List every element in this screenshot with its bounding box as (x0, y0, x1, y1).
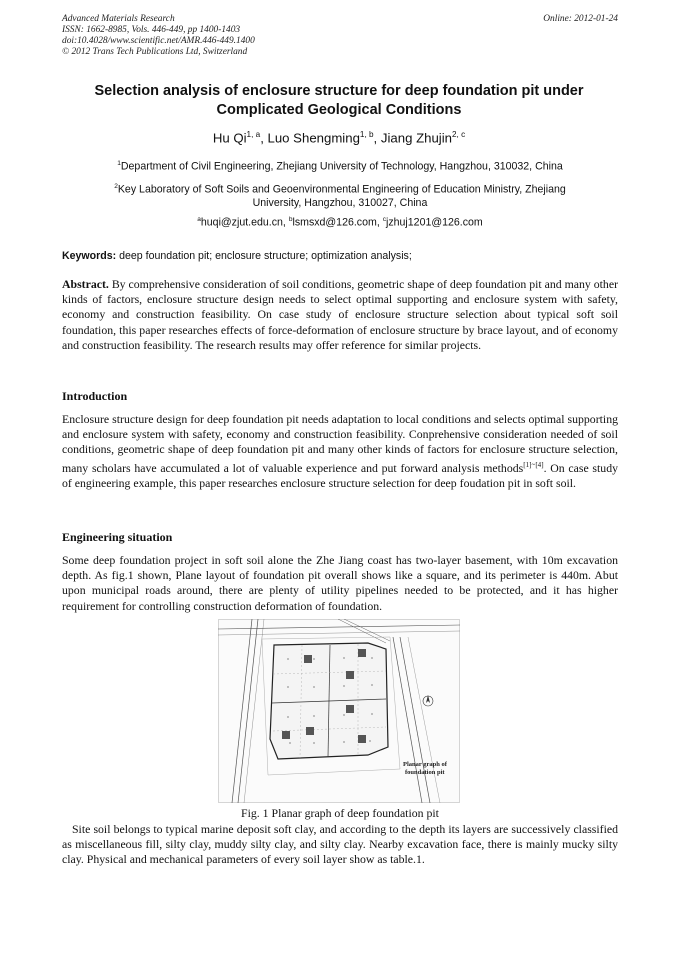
affiliation-text-line-2: University, Hangzhou, 310027, China (252, 197, 428, 210)
email-sup: a (197, 216, 201, 223)
figure-label-line-1: Planar graph of (403, 761, 447, 768)
section-heading-introduction: Introduction (62, 389, 128, 403)
abstract (62, 277, 618, 353)
author-name: Hu Qi (212, 130, 247, 146)
citation-ref: [1]~[4] (523, 460, 544, 469)
email-address: jzhuj1201@126.com (386, 216, 483, 229)
email-address: huqi@zjut.edu.cn (200, 216, 283, 229)
intro-text-cont: . On case study of engineering example, this paper researches enclosure structure selection for deep foudation pit in soft soil. (62, 460, 618, 490)
affiliation-text: Key Laboratory of Soft Soils and Geoenvironmental Engineering of Education Ministry, Zhejiang (117, 183, 566, 196)
journal-name: Advanced Materials Research (62, 14, 175, 24)
author-sup: 1, b (359, 130, 374, 139)
affiliation-text: Department of Civil Engineering, Zhejiang University of Technology, Hangzhou, 310032, China (120, 160, 563, 173)
title-line-1: Selection analysis of enclosure structure for deep foundation pit under (94, 83, 584, 99)
author-list: Hu Qi$^{1, a}$, Luo Shengming$^{1, b}$, Jiang Zhujin$^{2, c}$ (212, 130, 466, 146)
email-sup: b (288, 216, 293, 223)
email-sup: c (382, 216, 386, 223)
keywords (62, 250, 618, 262)
figure-caption: Fig. 1 Planar graph of deep foundation pit (241, 806, 439, 820)
affiliation-2 (62, 180, 618, 211)
email-list: $^a$huqi@zjut.edu.cn, $^b$lsmsxd@126.com, $^c$jzhuj1201@126.com (197, 216, 483, 229)
paper-title (52, 82, 626, 120)
abstract-text: By comprehensive consideration of soil conditions, geometric shape of deep foundation pit and many other kinds of factors, enclosure structure design needs to select optimal supporting and enclosure system with safety, economy and construction feasibility. On case study of enclosure structure selection about typical soft soil foundation, this paper researches effects of force-deformation of enclosure structure by brace layout, and of economy and construction feasibility. The research results may offer reference for similar projects. (62, 277, 618, 352)
author-sup: 1, a (246, 130, 261, 139)
keywords-label: Keywords: (62, 250, 117, 262)
email-address: lsmsxd@126.com (292, 216, 377, 229)
intro-text: Enclosure structure design for deep foundation pit needs adaptation to local conditions and selects optimal supporting and enclosure system with safety, economy and construction feasibility. Conprehensive consideration needed of soil conditions, geometric shape of deep foundation pit and many other kinds of factors for enclosure structure selection, many scholars have accumulated a lot of valuable experience and put forward analysis methods (62, 412, 618, 475)
planar-graph-drawing (218, 619, 460, 803)
author-name: Luo Shengming (267, 130, 360, 146)
journal-header (62, 14, 618, 58)
keywords-text: deep foundation pit; enclosure structure; optimization analysis; (119, 250, 412, 262)
issn-line: ISSN: 1662-8985, Vols. 446-449, pp 1400-1403 (62, 25, 241, 35)
affiliation-1 (62, 157, 618, 174)
online-date: Online: 2012-01-24 (543, 14, 618, 24)
engineering-paragraph: Some deep foundation project in soft soil alone the Zhe Jiang coast has two-layer basement, with 10m excavation depth. As fig.1 shown, Plane layout of foundation pit overall shows like a square, and its perimeter is 440m. Abut upon municipal roads around, there are plenty of utility pipelines needed to be protected, and it has higher requirement for controlling construction deformation of foundation. (62, 553, 618, 613)
figure-label-line-2: foundation pit (405, 769, 445, 776)
introduction-paragraph (62, 412, 618, 491)
author-sup: 2, c (451, 130, 466, 139)
affiliation-sup: 2 (114, 183, 118, 190)
section-heading-engineering: Engineering situation (62, 530, 173, 544)
foundation-pit-figure (218, 619, 460, 803)
affiliation-sup: 1 (117, 160, 121, 167)
copyright-line: © 2012 Trans Tech Publications Ltd, Switzerland (62, 47, 248, 57)
title-line-2: Complicated Geological Conditions (216, 102, 462, 118)
site-soil-paragraph: Site soil belongs to typical marine deposit soft clay, and according to the depth its layers are successively classified as miscellaneous fill, silty clay, muddy silty clay, and silty clay. Nearby excavation face, there is mainly mucky silty clay. Physical and mechanical parameters of every soil layer show as table.1. (62, 822, 618, 867)
abstract-label: Abstract. (62, 277, 109, 291)
doi-line: doi:10.4028/www.scientific.net/AMR.446-449.1400 (62, 36, 255, 46)
author-name: Jiang Zhujin (380, 130, 452, 146)
